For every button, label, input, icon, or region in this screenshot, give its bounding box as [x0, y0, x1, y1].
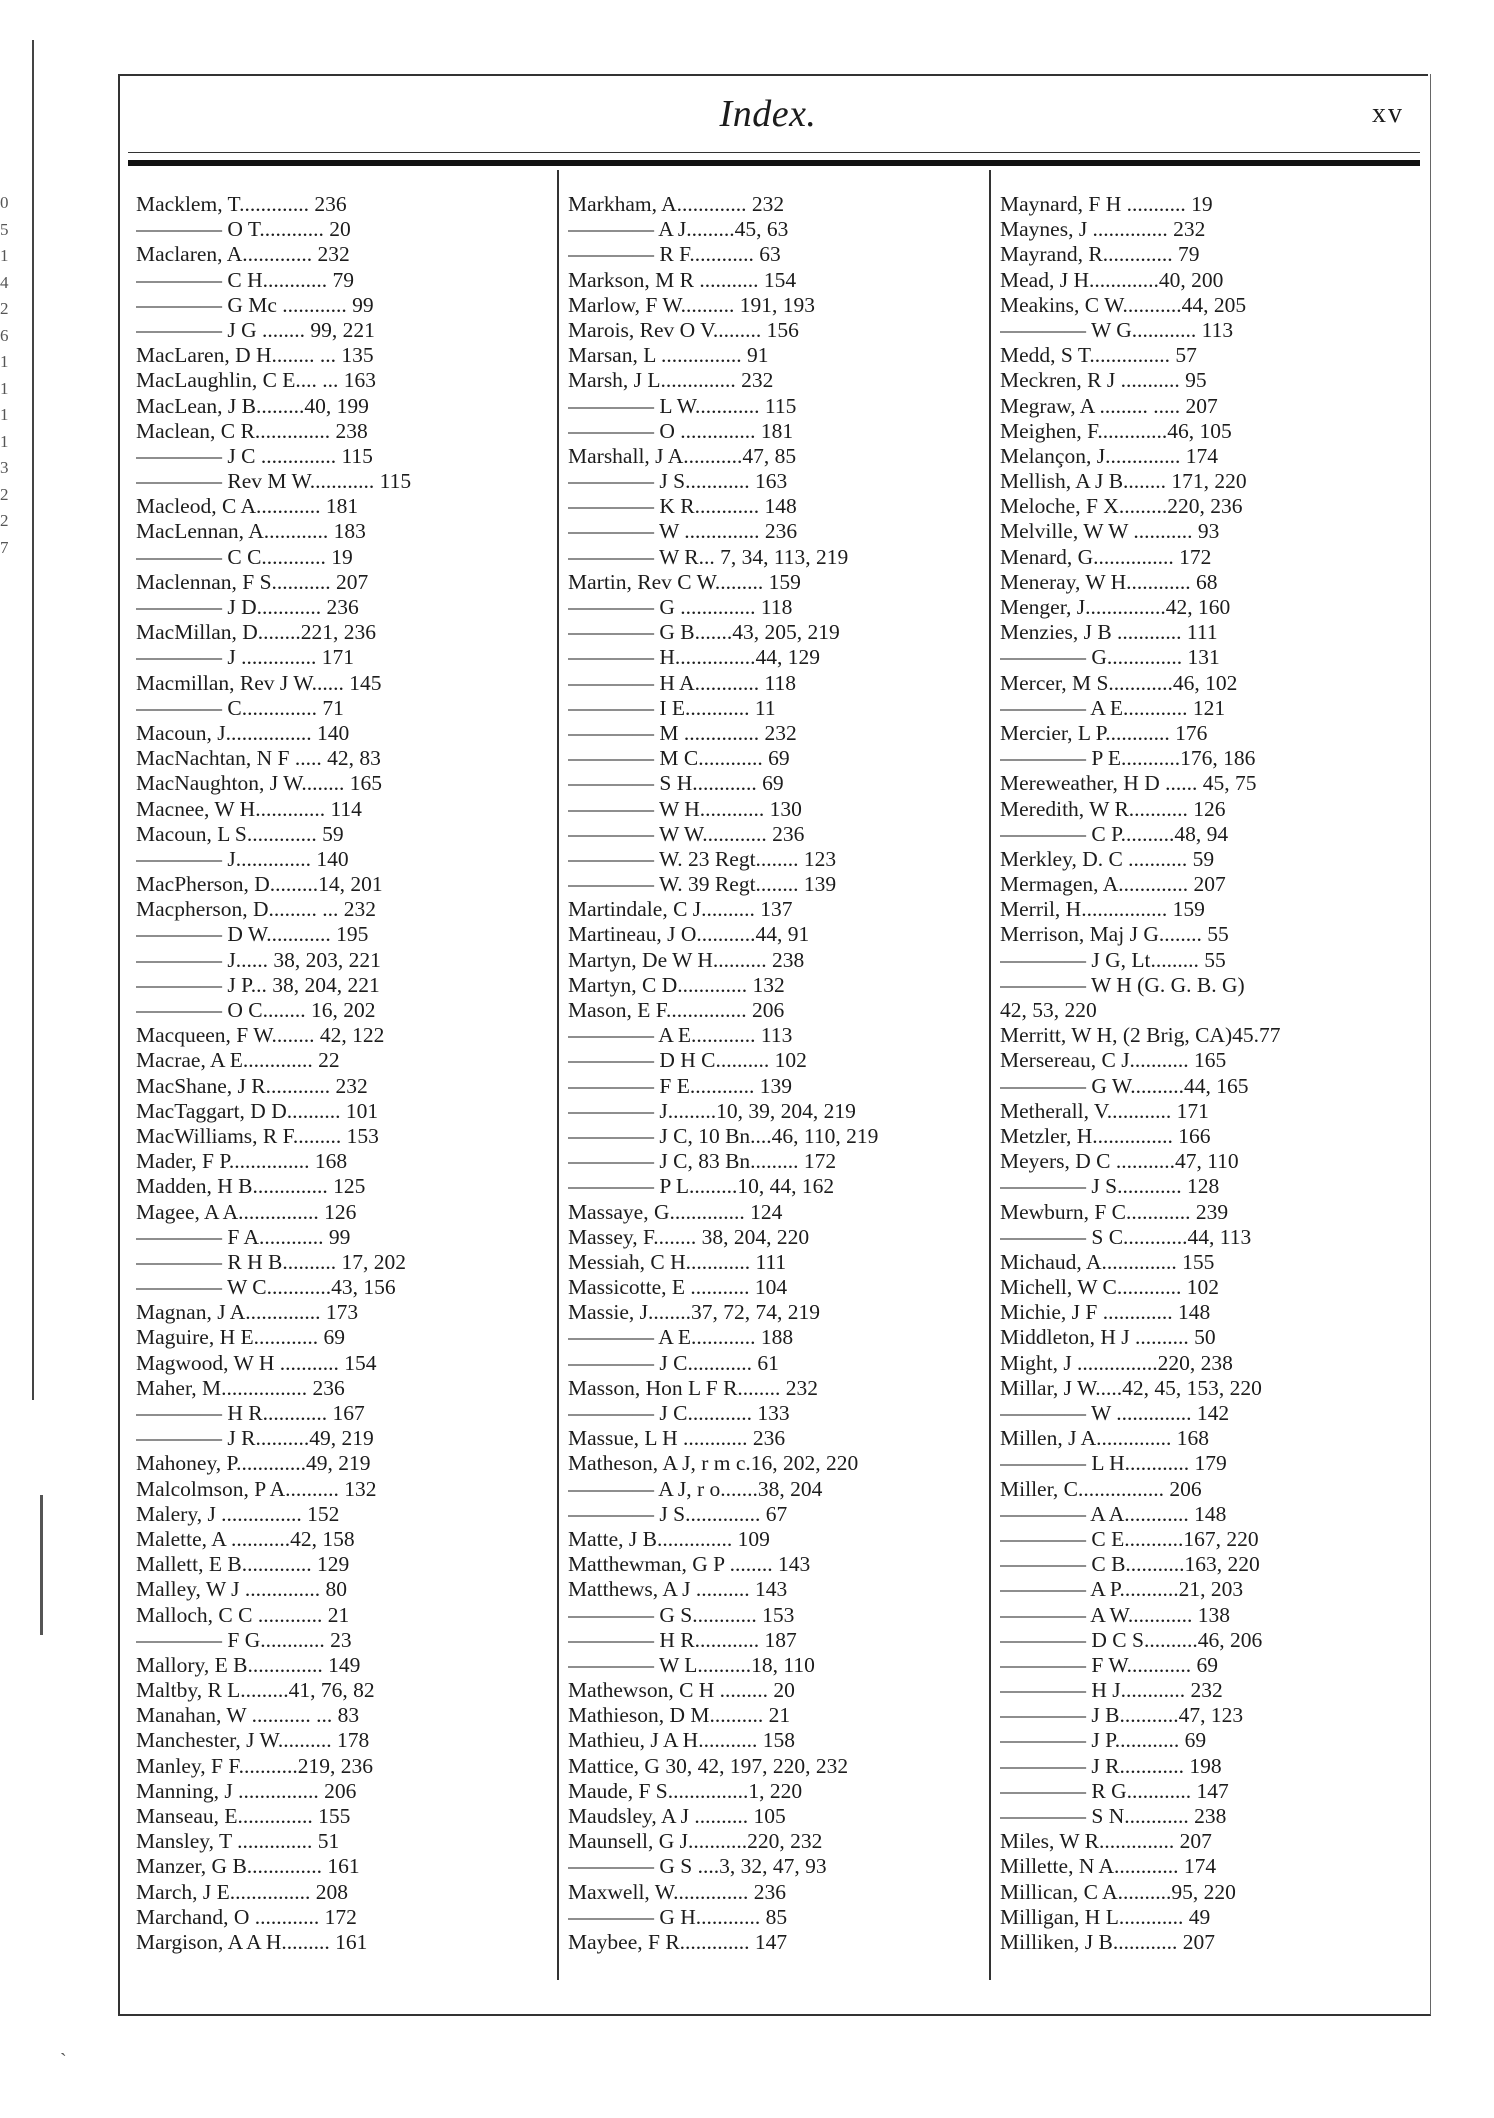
index-entry: MacWilliams, R F......... 153	[136, 1123, 379, 1148]
index-entry: Macoun, L S............. 59	[136, 821, 344, 846]
index-entry: Matthews, A J .......... 143	[568, 1577, 788, 1602]
index-entry: ———— J C............ 133	[568, 1401, 790, 1425]
index-entry: ———— F G............ 23	[136, 1627, 352, 1652]
index-entry: Meighen, F.............46, 105	[1000, 418, 1232, 443]
index-entry: Merrison, Maj J G........ 55	[1000, 922, 1229, 947]
index-entry: ———— L H............ 179	[1000, 1451, 1227, 1476]
index-entry: Meneray, W H............ 68	[1000, 569, 1218, 594]
index-entry: ———— J S............ 163	[568, 469, 788, 494]
index-entry: Masson, Hon L F R........ 232	[568, 1375, 819, 1400]
index-entry: ———— J P............ 69	[1000, 1728, 1207, 1753]
index-entry: ———— J G, Lt......... 55	[1000, 947, 1226, 972]
index-entry: Marsh, J L.............. 232	[568, 368, 774, 393]
index-entry: Mattice, G 30, 42, 197, 220, 232	[568, 1753, 849, 1778]
index-entry: Macrae, A E............. 22	[136, 1048, 340, 1073]
index-entry: ———— J.............. 140	[136, 846, 349, 871]
index-entry: Mermagen, A............. 207	[1000, 872, 1226, 897]
index-entry: Mereweather, H D ...... 45, 75	[1000, 771, 1257, 796]
index-entry: Marsan, L ............... 91	[568, 343, 769, 368]
index-entry: Magee, A A............... 126	[136, 1199, 357, 1224]
index-entry: ———— H R............ 167	[136, 1401, 365, 1425]
index-entry: Markham, A............. 232	[568, 192, 785, 216]
index-entry: ———— M C............ 69	[568, 746, 790, 771]
index-entry: ———— R F............ 63	[568, 242, 781, 267]
index-entry: Millican, C A..........95, 220	[1000, 1879, 1236, 1904]
index-entry: ———— W R... 7, 34, 113, 219	[568, 544, 849, 569]
index-entry: Mewburn, F C............ 239	[1000, 1199, 1229, 1224]
index-entry: ———— J D............ 236	[136, 595, 359, 619]
index-entry: Millar, J W.....42, 45, 153, 220	[1000, 1375, 1262, 1400]
index-entry: Magwood, W H ........... 154	[136, 1350, 377, 1375]
index-entry: Metzler, H............... 166	[1000, 1123, 1211, 1148]
index-entry: ———— C H............ 79	[136, 267, 354, 292]
index-entry: MacLean, J B.........40, 199	[136, 393, 369, 418]
index-entry: Mallett, E B............. 129	[136, 1552, 350, 1577]
index-entry: ———— F A............ 99	[136, 1224, 351, 1249]
edge-mark: 5	[0, 219, 9, 239]
index-entry: Menger, J...............42, 160	[1000, 595, 1231, 619]
index-entry: Millette, N A............ 174	[1000, 1854, 1217, 1879]
edge-mark: 3	[0, 458, 9, 477]
edge-mark: 1	[0, 352, 9, 371]
index-entry: MacLennan, A............ 183	[136, 519, 366, 544]
index-entry: ———— J S............ 128	[1000, 1174, 1220, 1199]
index-entry: ———— R G............ 147	[1000, 1778, 1229, 1803]
index-entry: Macoun, J................ 140	[136, 720, 350, 745]
index-entry: Milliken, J B............ 207	[1000, 1929, 1216, 1954]
index-entry: ———— W. 23 Regt........ 123	[568, 846, 837, 871]
index-entry: Maher, M................ 236	[136, 1375, 345, 1400]
index-entry: Michaud, A.............. 155	[1000, 1249, 1215, 1274]
index-entry: Melville, W W ........... 93	[1000, 519, 1220, 544]
index-entry: Mallory, E B.............. 149	[136, 1652, 361, 1677]
index-entry: ———— G .............. 118	[568, 595, 793, 619]
index-entry: ———— D W............ 195	[136, 922, 369, 947]
index-entry: Macmillan, Rev J W...... 145	[136, 670, 382, 695]
index-entry: ———— W. 39 Regt........ 139	[568, 872, 837, 897]
index-entry: Maltby, R L.........41, 76, 82	[136, 1678, 375, 1703]
index-entry: Messiah, C H............ 111	[568, 1249, 787, 1274]
index-entry: MacTaggart, D D.......... 101	[136, 1098, 379, 1123]
index-entry: ———— J P... 38, 204, 221	[136, 972, 380, 997]
index-entry: Merril, H................ 159	[1000, 897, 1205, 922]
index-entry: Maynard, F H ........... 19	[1000, 192, 1213, 216]
index-entry: MacNachtan, N F ..... 42, 83	[136, 746, 381, 771]
index-entry: ———— D H C.......... 102	[568, 1048, 807, 1073]
left-page-edge-line	[32, 40, 34, 1400]
index-entry: Matte, J B.............. 109	[568, 1526, 770, 1551]
index-entry: ———— P E...........176, 186	[1000, 746, 1256, 771]
index-entry: Macnee, W H............. 114	[136, 796, 362, 821]
header-rule-thick	[128, 160, 1420, 166]
edge-mark: 1	[0, 246, 9, 265]
index-entry: Meakins, C W...........44, 205	[1000, 292, 1247, 317]
index-entry: Mersereau, C J........... 165	[1000, 1048, 1227, 1073]
index-entry: ———— W H............ 130	[568, 796, 802, 821]
index-entry: Massie, J........37, 72, 74, 219	[568, 1300, 821, 1325]
index-entry: Maguire, H E............ 69	[136, 1325, 345, 1350]
index-entry: Menard, G............... 172	[1000, 544, 1212, 569]
index-entry: ———— J C, 10 Bn....46, 110, 219	[568, 1123, 879, 1148]
index-entry: Martindale, C J.......... 137	[568, 897, 793, 922]
index-entry: Massue, L H ............ 236	[568, 1426, 786, 1451]
index-entry: ———— J B...........47, 123	[1000, 1703, 1244, 1728]
index-entry: Maxwell, W.............. 236	[568, 1879, 786, 1904]
index-entry: Maybee, F R............. 147	[568, 1929, 788, 1954]
index-entry: ———— S C............44, 113	[1000, 1224, 1252, 1249]
index-entry: Macleod, C A............ 181	[136, 494, 359, 519]
index-entry: Manley, F F...........219, 236	[136, 1753, 373, 1778]
index-entry: Macklem, T............. 236	[136, 192, 347, 216]
index-entry: ———— C P..........48, 94	[1000, 821, 1229, 846]
index-entry: 42, 53, 220	[1000, 998, 1097, 1022]
index-entry: Martyn, De W H.......... 238	[568, 947, 805, 972]
index-entry: Manseau, E.............. 155	[136, 1804, 351, 1828]
index-entry: ———— A J, r o.......38, 204	[568, 1476, 823, 1501]
stray-mark: `	[60, 2050, 67, 2072]
index-entry: Merkley, D. C ........... 59	[1000, 846, 1215, 871]
index-entry: MacShane, J R............ 232	[136, 1073, 368, 1098]
index-entry: ———— W W............ 236	[568, 821, 805, 846]
index-entry: Malery, J ............... 152	[136, 1501, 340, 1526]
edge-mark: 2	[0, 511, 9, 530]
index-entry: ———— W L..........18, 110	[568, 1652, 815, 1677]
index-entry: Matheson, A J, r m c.16, 202, 220	[568, 1451, 859, 1476]
index-entry: ———— A E............ 113	[568, 1023, 793, 1048]
index-entry: Mathewson, C H ......... 20	[568, 1678, 795, 1703]
index-entry: ———— J C .............. 115	[136, 443, 373, 468]
index-entry: Massicotte, E ........... 104	[568, 1275, 788, 1300]
index-entry: ———— J C, 83 Bn......... 172	[568, 1149, 837, 1174]
index-entry: ———— H...............44, 129	[568, 645, 821, 670]
index-entry: ———— J S.............. 67	[568, 1501, 788, 1526]
column-divider	[989, 170, 991, 1980]
edge-mark: 2	[0, 299, 9, 318]
index-entry: ———— G.............. 131	[1000, 645, 1220, 670]
index-entry: Maudsley, A J .......... 105	[568, 1804, 786, 1828]
index-entry: ———— O T............ 20	[136, 217, 351, 242]
index-entry: ———— J R............ 198	[1000, 1753, 1222, 1778]
index-entry: ———— G Mc ............ 99	[136, 292, 374, 317]
index-entry: Maclennan, F S........... 207	[136, 569, 369, 594]
index-entry: ———— W G............ 113	[1000, 317, 1234, 342]
index-entry: ———— A P...........21, 203	[1000, 1577, 1244, 1602]
index-entry: Maynes, J .............. 232	[1000, 217, 1206, 242]
page-number: xv	[1372, 98, 1404, 129]
index-entry: ———— J .............. 171	[136, 645, 354, 670]
index-entry: ———— G W..........44, 165	[1000, 1073, 1249, 1098]
index-entry: ———— H R............ 187	[568, 1627, 797, 1652]
index-entry: Meyers, D C ...........47, 110	[1000, 1149, 1239, 1174]
index-entry: ———— P L.........10, 44, 162	[568, 1174, 835, 1199]
index-entry: Macqueen, F W........ 42, 122	[136, 1023, 385, 1048]
index-entry: MacLaren, D H........ ... 135	[136, 343, 374, 368]
index-entry: ———— A W............ 138	[1000, 1602, 1230, 1627]
left-page-edge-marks	[0, 190, 12, 1370]
index-entry: March, J E............... 208	[136, 1879, 348, 1904]
index-entry: ———— M .............. 232	[568, 720, 797, 745]
index-entry: Mayrand, R............. 79	[1000, 242, 1200, 267]
index-entry: ———— C.............. 71	[136, 695, 344, 720]
index-entry: Matthewman, G P ........ 143	[568, 1552, 811, 1577]
index-entry: Middleton, H J .......... 50	[1000, 1325, 1216, 1350]
index-entry: Maclean, C R.............. 238	[136, 418, 368, 443]
index-entry: Mason, E F............... 206	[568, 998, 785, 1022]
index-entry: ———— J C............ 61	[568, 1350, 779, 1375]
index-entry: ———— G B.......43, 205, 219	[568, 620, 840, 645]
index-entry: Martyn, C D............. 132	[568, 972, 785, 997]
index-entry: ———— F E............ 139	[568, 1073, 792, 1098]
index-entry: Meloche, F X.........220, 236	[1000, 494, 1243, 519]
index-entry: Millen, J A.............. 168	[1000, 1426, 1210, 1451]
index-entry: ———— S H............ 69	[568, 771, 784, 796]
index-entry: Massaye, G.............. 124	[568, 1199, 783, 1224]
left-page-edge-line-lower	[40, 1495, 43, 1635]
edge-mark: 0	[0, 193, 9, 212]
index-entry: ———— O .............. 181	[568, 418, 794, 443]
index-entry: Marshall, J A...........47, 85	[568, 443, 797, 468]
index-entry: Macpherson, D......... ... 232	[136, 897, 377, 922]
index-entry: MacPherson, D.........14, 201	[136, 872, 383, 897]
index-entry: Mercier, L P............ 176	[1000, 720, 1208, 745]
index-entry: Merritt, W H, (2 Brig, CA)45.77	[1000, 1023, 1281, 1048]
index-entry: ———— H J............ 232	[1000, 1678, 1223, 1703]
index-entry: Malloch, C C ............ 21	[136, 1602, 350, 1627]
index-entry: ———— C E...........167, 220	[1000, 1526, 1259, 1551]
index-entry: Mansley, T .............. 51	[136, 1829, 340, 1854]
edge-mark: 6	[0, 325, 9, 345]
index-entry: ———— W .............. 236	[568, 519, 798, 544]
index-entry: Menzies, J B ............ 111	[1000, 620, 1218, 645]
index-entry: Meckren, R J ........... 95	[1000, 368, 1207, 393]
page-header	[118, 92, 1418, 144]
index-entry: Michie, J F ............. 148	[1000, 1300, 1211, 1325]
edge-mark: 4	[0, 272, 9, 292]
edge-mark: 2	[0, 484, 9, 504]
index-entry: ———— S N............ 238	[1000, 1804, 1227, 1828]
index-entry: Milligan, H L............ 49	[1000, 1904, 1211, 1929]
edge-mark: 1	[0, 405, 9, 424]
index-entry: ———— G S............ 153	[568, 1602, 795, 1627]
index-entry: Mellish, A J B........ 171, 220	[1000, 469, 1247, 494]
index-entry: Miles, W R.............. 207	[1000, 1829, 1212, 1854]
index-column-2	[568, 192, 978, 1972]
index-entry: ———— A E............ 188	[568, 1325, 794, 1350]
index-entry: ———— O C........ 16, 202	[136, 998, 376, 1022]
index-entry: ———— G H............ 85	[568, 1904, 788, 1929]
index-entry: MacMillan, D........221, 236	[136, 620, 377, 645]
index-entry: Marois, Rev O V......... 156	[568, 317, 799, 342]
index-entry: Metherall, V............ 171	[1000, 1098, 1209, 1123]
index-entry: ———— I E............ 11	[568, 695, 776, 720]
index-entry: Might, J ...............220, 238	[1000, 1350, 1233, 1375]
page-top-rule	[118, 74, 1428, 76]
index-entry: Mead, J H.............40, 200	[1000, 267, 1224, 292]
index-entry: ———— L W............ 115	[568, 393, 797, 418]
index-entry: ———— W H (G. G. B. G)	[1000, 972, 1245, 997]
index-entry: ———— H A............ 118	[568, 670, 796, 695]
index-entry: ———— A E............ 121	[1000, 695, 1226, 720]
index-entry: Mercer, M S............46, 102	[1000, 670, 1238, 695]
index-entry: ———— J.........10, 39, 204, 219	[568, 1098, 856, 1123]
index-entry: Maclaren, A............. 232	[136, 242, 350, 267]
index-entry: Malcolmson, P A.......... 132	[136, 1476, 377, 1501]
index-entry: ———— A A............ 148	[1000, 1501, 1227, 1526]
index-entry: Manahan, W ........... ... 83	[136, 1703, 360, 1728]
edge-mark: 1	[0, 431, 9, 451]
index-entry: Madden, H B.............. 125	[136, 1174, 366, 1199]
index-entry: Martineau, J O...........44, 91	[568, 922, 810, 947]
header-rule-thin	[128, 152, 1420, 153]
index-entry: MacNaughton, J W........ 165	[136, 771, 383, 796]
index-entry: ———— F W............ 69	[1000, 1652, 1219, 1677]
edge-mark: 1	[0, 378, 9, 398]
index-entry: Manzer, G B.............. 161	[136, 1854, 360, 1879]
index-entry: ———— Rev M W............ 115	[136, 469, 412, 494]
index-entry: Manchester, J W.......... 178	[136, 1728, 370, 1753]
index-entry: ———— C C............ 19	[136, 544, 353, 569]
index-entry: ———— W .............. 142	[1000, 1401, 1230, 1425]
index-entry: Megraw, A ......... ..... 207	[1000, 393, 1218, 418]
index-entry: Mader, F P............... 168	[136, 1149, 348, 1174]
index-entry: Melançon, J.............. 174	[1000, 443, 1218, 468]
index-entry: Maunsell, G J...........220, 232	[568, 1829, 823, 1854]
index-entry: Mathieu, J A H........... 158	[568, 1728, 795, 1753]
index-entry: Magnan, J A.............. 173	[136, 1300, 359, 1325]
index-entry: Malette, A ...........42, 158	[136, 1526, 355, 1551]
index-entry: Michell, W C............ 102	[1000, 1275, 1219, 1300]
index-entry: Manning, J ............... 206	[136, 1778, 357, 1803]
index-entry: Marlow, F W.......... 191, 193	[568, 292, 816, 317]
index-entry: ———— D C S..........46, 206	[1000, 1627, 1263, 1652]
index-entry: MacLaughlin, C E.... ... 163	[136, 368, 377, 393]
index-entry: Margison, A A H......... 161	[136, 1929, 368, 1954]
index-entry: Miller, C................ 206	[1000, 1476, 1202, 1501]
index-entry: Meredith, W R........... 126	[1000, 796, 1226, 821]
index-entry: ———— J G ........ 99, 221	[136, 317, 375, 342]
index-entry: ———— K R............ 148	[568, 494, 797, 519]
edge-mark: 7	[0, 537, 9, 557]
page-title: Index.	[719, 93, 817, 135]
index-entry: ———— J R..........49, 219	[136, 1426, 374, 1451]
index-entry: Medd, S T............... 57	[1000, 343, 1197, 368]
index-entry: Markson, M R ........... 154	[568, 267, 797, 292]
index-entry: Martin, Rev C W......... 159	[568, 569, 801, 594]
index-entry: Marchand, O ............ 172	[136, 1904, 357, 1929]
index-entry: ———— A J.........45, 63	[568, 217, 789, 242]
index-entry: Mahoney, P.............49, 219	[136, 1451, 371, 1476]
column-divider	[557, 170, 559, 1980]
index-entry: ———— J...... 38, 203, 221	[136, 947, 381, 972]
index-entry: ———— R H B.......... 17, 202	[136, 1249, 406, 1274]
index-entry: ———— C B...........163, 220	[1000, 1552, 1260, 1577]
index-entry: Maude, F S...............1, 220	[568, 1778, 803, 1803]
index-column-1	[136, 192, 546, 1972]
index-entry: Massey, F........ 38, 204, 220	[568, 1224, 810, 1249]
index-entry: Malley, W J .............. 80	[136, 1577, 348, 1602]
index-entry: ———— G S ....3, 32, 47, 93	[568, 1854, 827, 1879]
index-entry: Mathieson, D M.......... 21	[568, 1703, 791, 1728]
index-column-3	[1000, 192, 1400, 1972]
index-entry: ———— W C............43, 156	[136, 1275, 396, 1300]
